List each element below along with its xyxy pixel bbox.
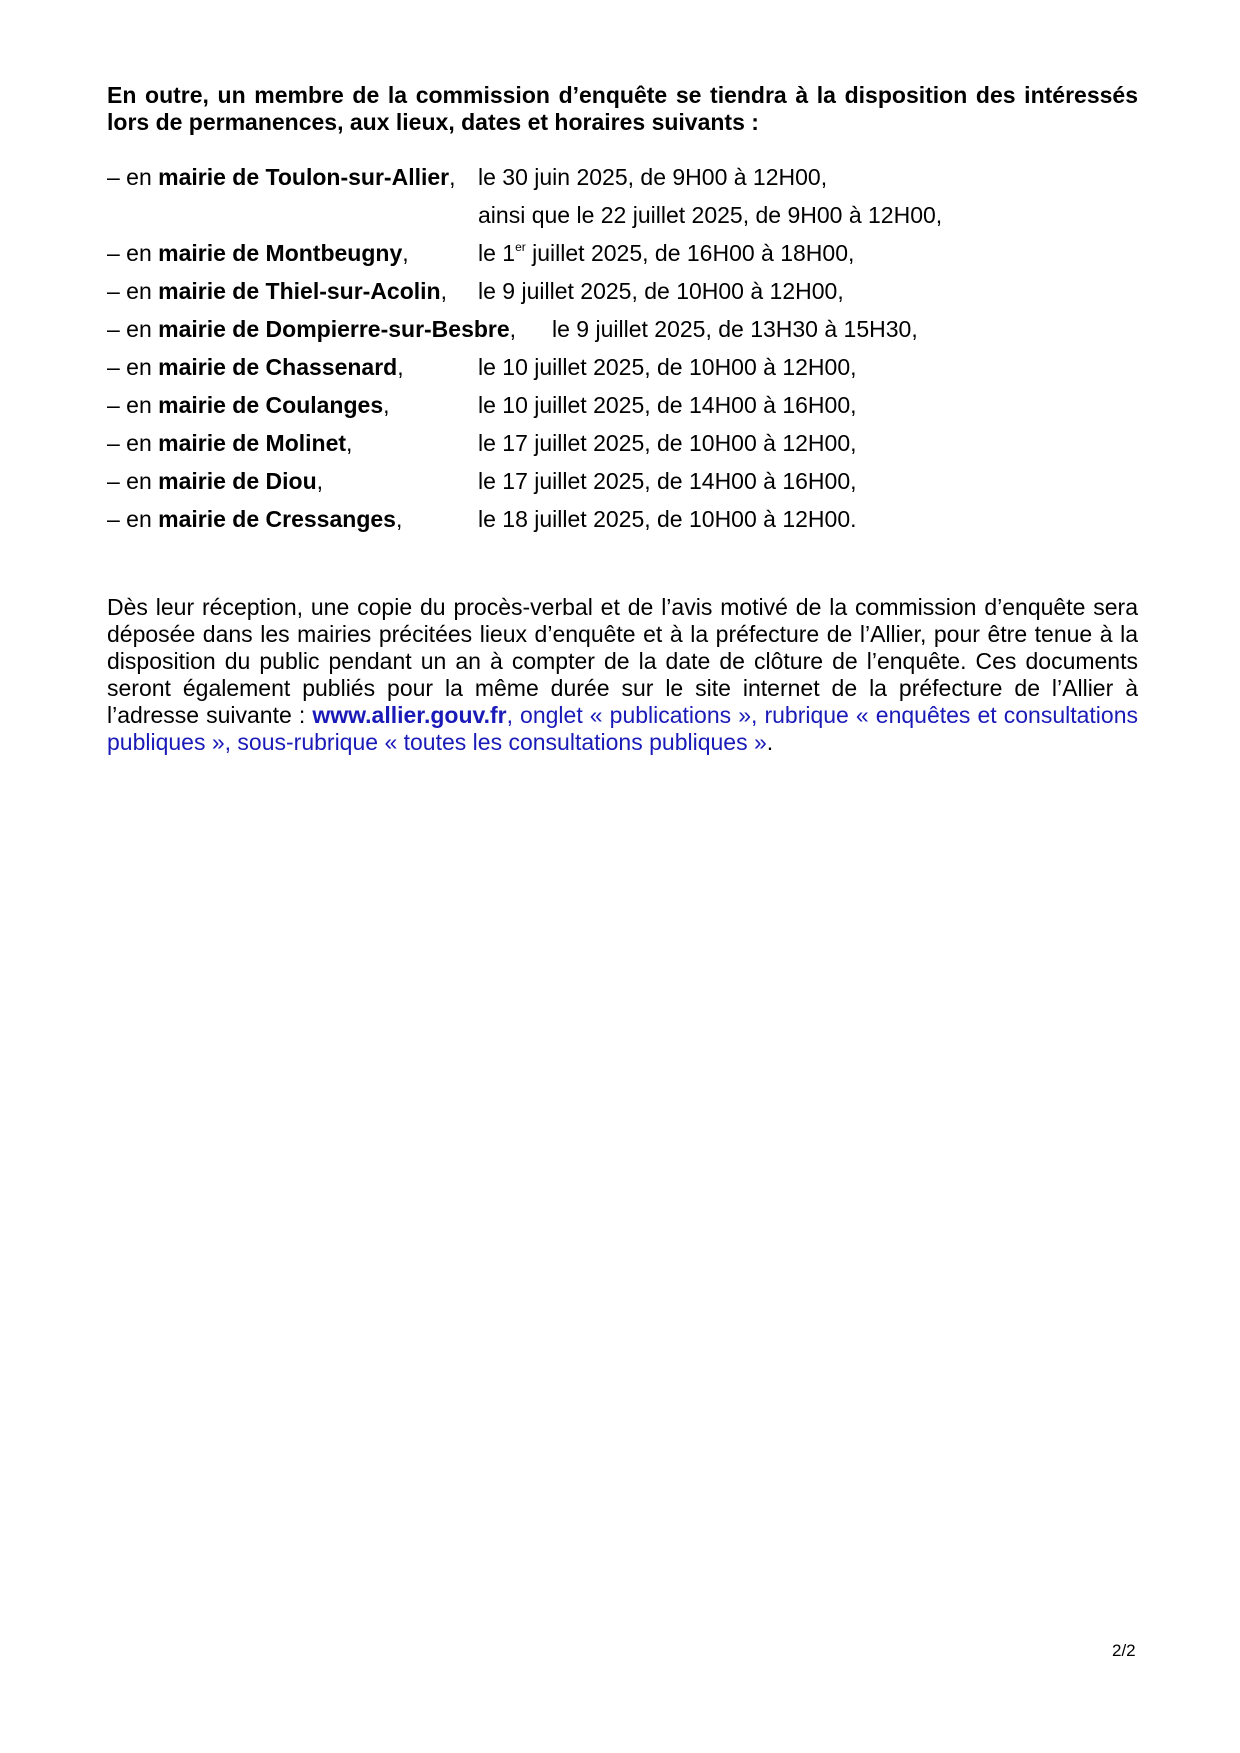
schedule: le 9 juillet 2025, de 10H00 à 12H00,	[478, 278, 844, 304]
schedule: le 10 juillet 2025, de 10H00 à 12H00,	[478, 354, 857, 380]
schedule: le 18 juillet 2025, de 10H00 à 12H00.	[478, 506, 857, 532]
closing-paragraph: Dès leur réception, une copie du procès-verbal et de l’avis motivé de la commission d’enquête sera déposée dans les mairies précitées lieux d’enquête et à la préfecture de l’Allier, pour être tenue à la disposition du public pendant un an à compter de la date de clôture de l’enquête. Ces documents seront également publiés pour la même durée sur le site internet de la préfecture de l’Allier à l’adresse suivante : www.allier.gouv.fr, onglet « publications », rubrique « enquêtes et consultations publiques », sous-rubrique « toutes les consultations publiques ».	[107, 594, 1138, 755]
schedule: le 10 juillet 2025, de 14H00 à 16H00,	[478, 392, 857, 418]
document-page	[107, 82, 1138, 779]
list-item	[107, 272, 1138, 310]
schedule: le 17 juillet 2025, de 10H00 à 12H00,	[478, 430, 857, 456]
list-item	[107, 386, 1138, 424]
intro-paragraph: En outre, un membre de la commission d’enquête se tiendra à la disposition des intéressés lors de permanences, aux lieux, dates et horaires suivants :	[107, 82, 1138, 135]
place: – en mairie de Thiel-sur-Acolin,	[107, 278, 447, 304]
list-item	[107, 196, 1138, 234]
list-item	[107, 310, 1138, 348]
place: – en mairie de Toulon-sur-Allier,	[107, 164, 456, 190]
list-item	[107, 348, 1138, 386]
schedule: le 1er juillet 2025, de 16H00 à 18H00,	[478, 240, 855, 266]
place: – en mairie de Coulanges,	[107, 392, 390, 418]
schedule: le 9 juillet 2025, de 13H30 à 15H30,	[552, 316, 918, 342]
list-item	[107, 462, 1138, 500]
schedule: ainsi que le 22 juillet 2025, de 9H00 à 12H00,	[478, 202, 943, 228]
place: – en mairie de Chassenard,	[107, 354, 404, 380]
page-number: 2/2	[1112, 1641, 1136, 1660]
website-path: , onglet « publications », rubrique « enquêtes et consultations publiques », sous-rubrique « toutes les consultations publiques »	[107, 702, 1138, 755]
place: – en mairie de Dompierre-sur-Besbre,	[107, 316, 517, 342]
list-item	[107, 500, 1138, 538]
place: – en mairie de Molinet,	[107, 430, 353, 456]
list-item	[107, 424, 1138, 462]
place: – en mairie de Cressanges,	[107, 506, 403, 532]
place: – en mairie de Diou,	[107, 468, 324, 494]
permanences-list	[107, 158, 1138, 538]
schedule: le 30 juin 2025, de 9H00 à 12H00,	[478, 164, 828, 190]
list-item	[107, 158, 1138, 196]
prefecture-website-link[interactable]: www.allier.gouv.fr	[312, 702, 507, 728]
list-item	[107, 234, 1138, 272]
schedule: le 17 juillet 2025, de 14H00 à 16H00,	[478, 468, 857, 494]
place: – en mairie de Montbeugny,	[107, 240, 409, 266]
